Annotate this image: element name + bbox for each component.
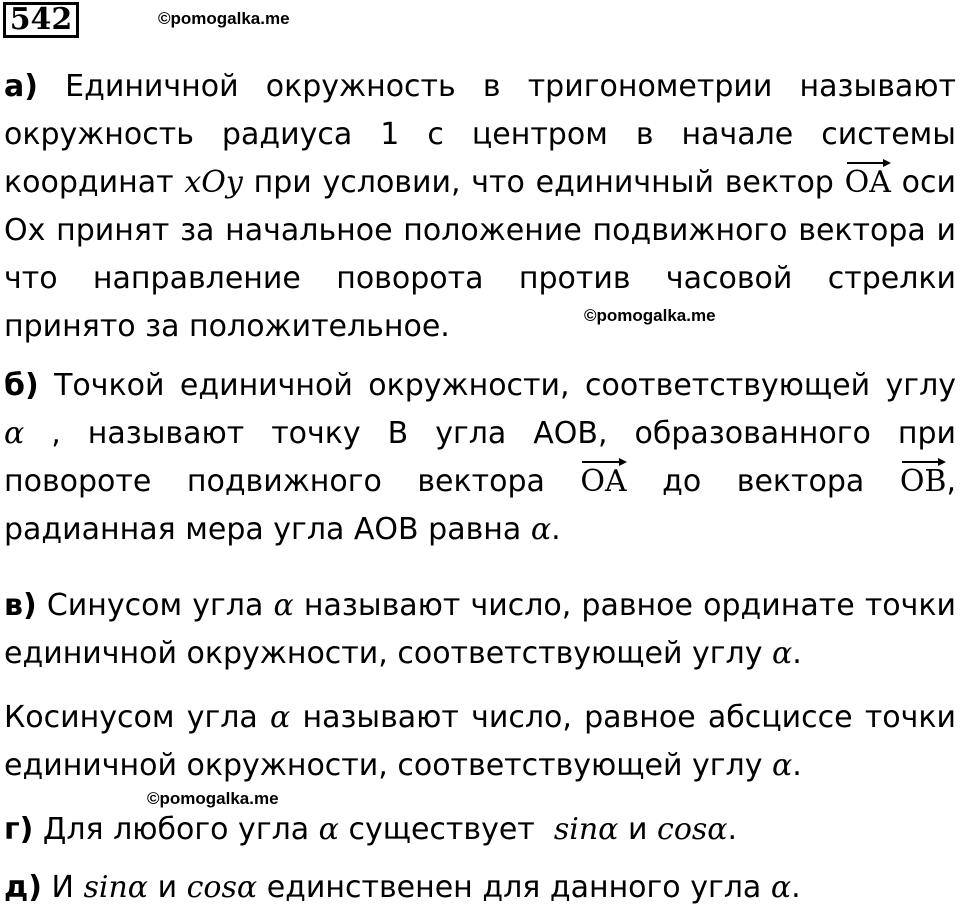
text-v-2: называют число, равное ординате точки единичной окружности, соответствующей углу	[4, 588, 956, 671]
text-b-5: .	[551, 512, 561, 547]
paragraph-v	[4, 582, 956, 678]
text-g-3: и	[618, 812, 658, 847]
vector-arrow-icon	[902, 458, 947, 466]
label-g: г)	[4, 812, 34, 847]
text-d-4: .	[791, 870, 801, 905]
paragraph-cosine	[4, 694, 956, 790]
math-cos-alpha: cosα	[657, 812, 728, 847]
text-b-1: Точкой единичной окружности, соответствующей углу	[38, 368, 956, 403]
label-d: д)	[4, 870, 42, 905]
math-alpha: α	[273, 588, 294, 623]
watermark-middle: ©pomogalka.me	[584, 306, 716, 325]
paragraph-g	[4, 806, 956, 854]
text-a-3: оси Ох принят за начальное положение подвижного вектора и что направление поворота против часовой стрелки принято за положительное.	[4, 165, 956, 344]
text-d-3: единственен для данного угла	[257, 870, 771, 905]
text-b-3: до вектора	[626, 464, 900, 499]
vector-ob-label: OB	[899, 464, 947, 499]
vector-oa	[844, 165, 891, 200]
paragraph-d	[4, 864, 956, 912]
vector-oa-label: OA	[580, 464, 627, 499]
text-b-4: , радианная мера угла АОВ равна	[4, 464, 956, 547]
text-cos-1: Косинусом угла	[4, 700, 270, 735]
text-cos-2: называют число, равное абсциссе точки единичной окружности, соответствующей углу	[4, 700, 956, 783]
math-alpha: α	[770, 870, 792, 905]
vector-ob	[899, 464, 947, 499]
text-v-1: Синусом угла	[36, 588, 274, 623]
text-cos-3: .	[792, 748, 802, 783]
text-a-1: Единичной окружность в тригонометрии называют окружность радиуса 1 с центром в начале системы координат	[4, 69, 956, 200]
math-sin-alpha: sinα	[553, 812, 619, 847]
text-g-2: существует	[338, 812, 554, 847]
vector-arrow-icon	[847, 159, 891, 167]
vector-oa-label: OA	[844, 165, 891, 200]
text-v-3: .	[792, 636, 802, 671]
vector-oa	[580, 464, 627, 499]
task-number-box: 542	[3, 2, 79, 38]
text-d-1: И	[41, 870, 84, 905]
math-alpha: α	[772, 748, 793, 783]
math-xoy: xOy	[184, 165, 243, 200]
vector-arrow-icon	[582, 458, 626, 466]
math-alpha: α	[4, 416, 25, 451]
math-alpha: α	[270, 700, 291, 735]
math-cos-alpha: cosα	[186, 870, 258, 905]
label-a: а)	[4, 69, 38, 104]
paragraph-a	[4, 63, 956, 351]
watermark-bottom: ©pomogalka.me	[147, 789, 279, 808]
text-a-2: при условии, что единичный вектор	[242, 165, 845, 200]
math-sin-alpha: sinα	[83, 870, 149, 905]
math-alpha: α	[318, 812, 339, 847]
text-b-2: , называют точку B угла АОВ, образованного при повороте подвижного вектора	[4, 416, 956, 499]
label-b: б)	[4, 368, 39, 403]
math-alpha: α	[772, 636, 793, 671]
watermark-top: ©pomogalka.me	[158, 9, 290, 28]
paragraph-b	[4, 362, 956, 554]
text-d-2: и	[148, 870, 187, 905]
text-g-1: Для любого угла	[33, 812, 319, 847]
math-alpha: α	[530, 512, 552, 547]
label-v: в)	[4, 588, 37, 623]
text-g-4: .	[727, 812, 738, 847]
